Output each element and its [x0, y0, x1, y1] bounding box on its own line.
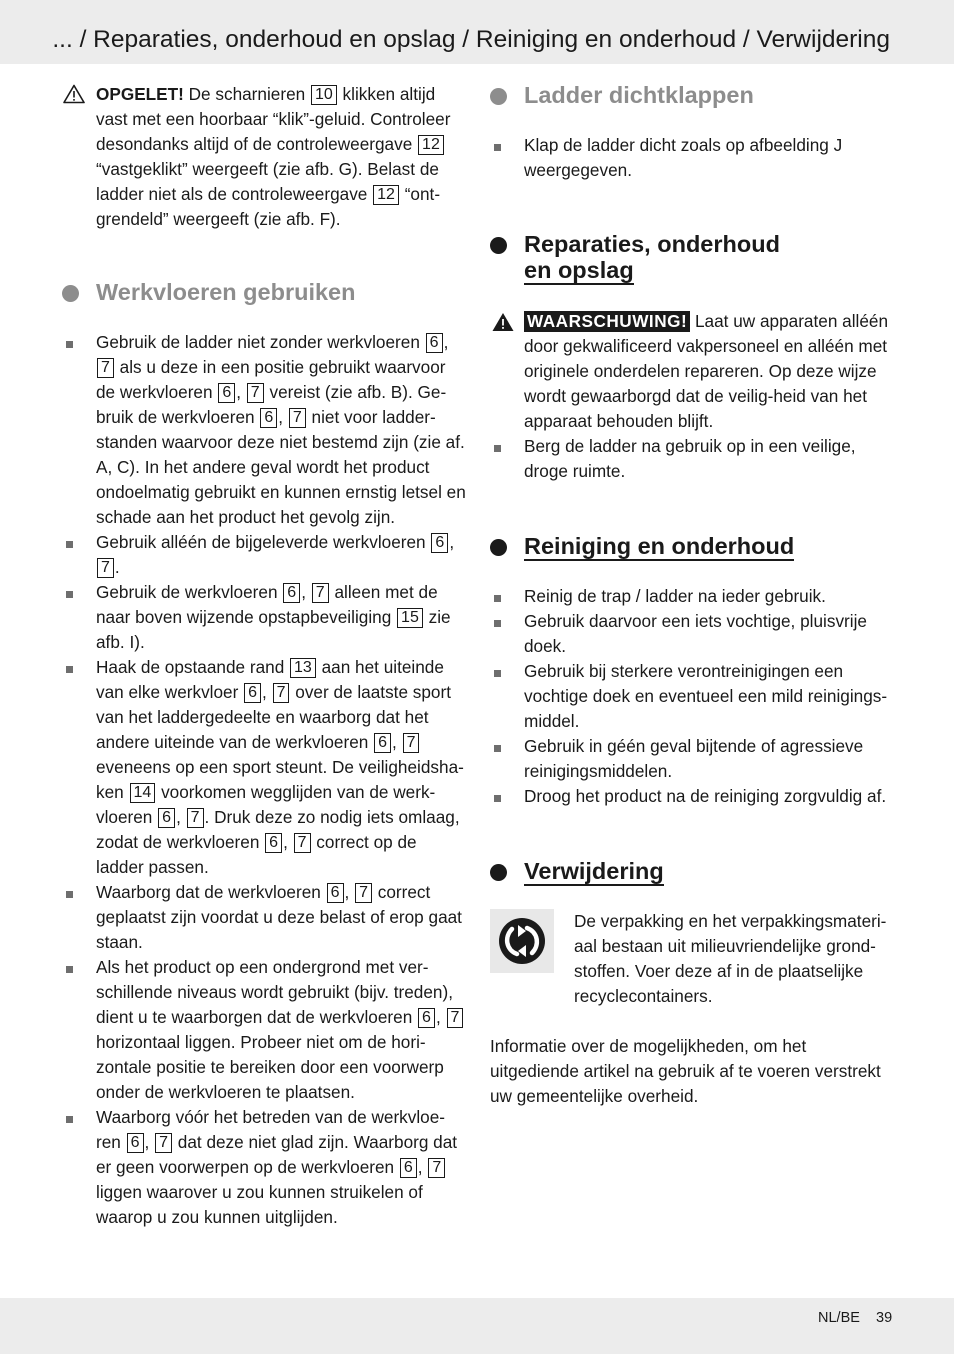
- list-item-text: ,: [144, 1132, 155, 1152]
- part-number-box: 7: [97, 558, 114, 578]
- part-number-box: 7: [247, 383, 264, 403]
- part-number-box: 7: [428, 1158, 445, 1178]
- part-number-box: 6: [374, 733, 391, 753]
- part-number-box: 6: [265, 833, 282, 853]
- list-item-text: Gebruik daarvoor een iets vochtige, pluisvrije doek.: [524, 611, 867, 656]
- list-item-text: Gebruik alléén de bijgeleverde werkvloeren: [96, 532, 431, 552]
- list-item-text: vereist (zie afb. B). Ge-bruik de werkvloeren: [96, 382, 447, 427]
- list-item-text: ,: [392, 732, 402, 752]
- list-item: [490, 734, 895, 784]
- disposal-text: De verpakking en het verpakkingsmateri-aal bestaan uit milieuvriendelijke grond-stoffen. Voer deze af in de plaatselijke recyclecontainers.: [574, 911, 887, 1006]
- filled-circle-icon: [490, 237, 507, 254]
- part-number-box: 7: [97, 358, 114, 378]
- list-item: [490, 434, 895, 484]
- part-number-box: 12: [418, 135, 444, 155]
- right-column: [490, 82, 895, 1109]
- list-item: [62, 1105, 468, 1230]
- list-item-text: Klap de ladder dicht zoals op afbeelding J weergegeven.: [524, 135, 843, 180]
- list-item-text: als u deze in een positie gebruikt waarvoor de werkvloeren: [96, 357, 446, 402]
- part-number-box: 6: [218, 383, 235, 403]
- disposal-block: [490, 909, 895, 1009]
- part-number-box: 14: [130, 783, 156, 803]
- square-bullet-icon: [66, 541, 73, 548]
- part-number-box: 6: [283, 583, 300, 603]
- list-item-text: Haak de opstaande rand: [96, 657, 290, 677]
- list-item-text: aan het uiteinde van elke werkvloer: [96, 657, 444, 702]
- caution-text: “vastgeklikt” weergeeft (zie afb. G). Belast de ladder niet als de controleweergave: [96, 159, 439, 204]
- list-item-text: ,: [449, 532, 455, 552]
- heading-text: Ladder dichtklappen: [524, 82, 754, 108]
- list-item-text: correct geplaatst zijn voordat u deze belast of erop gaat staan.: [96, 882, 462, 952]
- list-item: [62, 580, 468, 655]
- square-bullet-icon: [494, 670, 501, 677]
- list-item: [490, 659, 895, 734]
- section-heading-werkvloeren: [62, 279, 468, 305]
- list-item: [490, 584, 895, 609]
- list-item-text: Waarborg vóór het betreden van de werkvloe-ren: [96, 1107, 446, 1152]
- list-item: [62, 330, 468, 530]
- list-item: [62, 655, 468, 880]
- list-item-text: Gebruik in géén geval bijtende of agressieve reinigingsmiddelen.: [524, 736, 864, 781]
- left-column: [62, 82, 468, 1230]
- list-item-text: ,: [301, 582, 311, 602]
- caution-paragraph: [62, 82, 468, 232]
- square-bullet-icon: [66, 1116, 73, 1123]
- list-item-text: zie afb. I).: [96, 607, 451, 652]
- square-bullet-icon: [494, 144, 501, 151]
- list-item-text: over de laatste sport van het laddergedeelte en waarborg dat het andere uiteinde van de werkvloeren: [96, 682, 451, 752]
- list-item-text: . Druk deze zo nodig iets omlaag, zodat de werkvloeren: [96, 807, 460, 852]
- list-item-text: Als het product op een ondergrond met ver-schillende niveaus wordt gebruikt (bijv. treden), dient u te waarborgen dat de werkvloeren: [96, 957, 453, 1027]
- list-item-text: Gebruik de werkvloeren: [96, 582, 283, 602]
- part-number-box: 6: [260, 408, 277, 428]
- list-item: [490, 133, 895, 183]
- page-number: 39: [876, 1310, 893, 1326]
- square-bullet-icon: [66, 591, 73, 598]
- list-item-text: ,: [435, 1007, 446, 1027]
- part-number-box: 12: [373, 185, 399, 205]
- part-number-box: 7: [289, 408, 306, 428]
- repair-list: [490, 434, 895, 484]
- filled-circle-icon: [490, 88, 507, 105]
- list-item: [490, 609, 895, 659]
- footer-language: NL/BE: [818, 1310, 860, 1326]
- list-item-text: Gebruik bij sterkere verontreinigingen een vochtige doek en eventueel een mild reinigings-middel.: [524, 661, 888, 731]
- caution-text: De scharnieren: [183, 84, 310, 104]
- part-number-box: 7: [294, 833, 311, 853]
- list-item-text: ,: [443, 332, 449, 352]
- list-item-text: dat deze niet glad zijn. Waarborg dat er geen voorwerpen op de werkvloeren: [96, 1132, 458, 1177]
- square-bullet-icon: [66, 966, 73, 973]
- warning-text: Laat uw apparaten alléén door gekwalificeerd vakpersoneel en alléén met originele onderdelen repareren. Op deze wijze wordt gewaarborgd dat de veilig-heid van het apparaat behouden blijft.: [524, 311, 889, 431]
- heading-text: Werkvloeren gebruiken: [96, 279, 356, 305]
- square-bullet-icon: [66, 341, 73, 348]
- list-item-text: ,: [278, 407, 288, 427]
- warning-triangle-icon: [492, 312, 514, 332]
- warning-label: WAARSCHUWING!: [524, 311, 690, 332]
- list-item: [62, 955, 468, 1105]
- list-item-text: eveneens op een sport steunt. De veiligheidsha-ken: [96, 757, 464, 802]
- list-item-text: ,: [283, 832, 293, 852]
- warning-triangle-icon: [63, 84, 85, 104]
- part-number-box: 7: [403, 733, 420, 753]
- part-number-box: 7: [447, 1008, 464, 1028]
- part-number-box: 6: [158, 808, 175, 828]
- part-number-box: 6: [431, 533, 448, 553]
- footer-bar: [0, 1298, 954, 1354]
- part-number-box: 6: [327, 883, 344, 903]
- square-bullet-icon: [494, 795, 501, 802]
- heading-text: Reiniging en onderhoud: [524, 533, 795, 559]
- list-item-text: ,: [176, 807, 186, 827]
- list-item-text: ,: [262, 682, 272, 702]
- part-number-box: 13: [290, 658, 316, 678]
- caution-label: OPGELET!: [96, 84, 184, 104]
- square-bullet-icon: [494, 445, 501, 452]
- part-number-box: 7: [273, 683, 290, 703]
- square-bullet-icon: [66, 666, 73, 673]
- part-number-box: 7: [155, 1133, 172, 1153]
- part-number-box: 7: [355, 883, 372, 903]
- list-item-text: liggen waarover u zou kunnen struikelen of waarop u zou kunnen uitglijden.: [96, 1182, 423, 1227]
- list-item: [62, 880, 468, 955]
- caution-text: klikken altijd vast met een hoorbaar “klik”-geluid. Controleer desondanks altijd of de controleweergave: [96, 84, 451, 154]
- list-item-text: alleen met de naar boven wijzende opstapbeveiliging: [96, 582, 438, 627]
- list-item-text: Gebruik de ladder niet zonder werkvloeren: [96, 332, 425, 352]
- list-item-text: Droog het product na de reiniging zorgvuldig af.: [524, 786, 887, 806]
- disposal-info: Informatie over de mogelijkheden, om het uitgediende artikel na gebruik af te voeren verstrekt uw gemeentelijke overheid.: [490, 1036, 881, 1106]
- list-item-text: Waarborg dat de werkvloeren: [96, 882, 326, 902]
- list-item-text: ,: [236, 382, 246, 402]
- part-number-box: 6: [426, 333, 443, 353]
- square-bullet-icon: [494, 620, 501, 627]
- heading-text: Reparaties, onderhoud: [524, 231, 780, 257]
- page-header-title: ... / Reparaties, onderhoud en opslag / Reiniging en onderhoud / Verwijdering: [52, 26, 890, 53]
- heading-text: Verwijdering: [524, 858, 664, 884]
- square-bullet-icon: [66, 891, 73, 898]
- part-number-box: 6: [400, 1158, 417, 1178]
- list-item-text: niet voor ladder-standen waarvoor deze niet bestemd zijn (zie af. A, C). In het andere geval wordt het product ondoelmatig gebruikt en kunnen ernstig letsel en schade aan het product het gevolg zijn.: [96, 407, 466, 527]
- werkvloeren-list: [62, 330, 468, 1230]
- section-heading-reparaties: [490, 231, 895, 283]
- section-heading-reiniging: [490, 533, 895, 559]
- list-item: [490, 784, 895, 809]
- part-number-box: 15: [397, 608, 423, 628]
- part-number-box: 6: [244, 683, 261, 703]
- list-item-text: Reinig de trap / ladder na ieder gebruik.: [524, 586, 826, 606]
- heading-text: en opslag: [524, 257, 634, 283]
- part-number-box: 7: [312, 583, 329, 603]
- section-heading-ladder-dichtklappen: [490, 82, 895, 108]
- green-dot-recycling-icon: [490, 909, 554, 973]
- list-item-text: horizontaal liggen. Probeer niet om de hori-zontale positie te bereiken door een voorwerp onder de werkvloeren te plaatsen.: [96, 1032, 444, 1102]
- square-bullet-icon: [494, 595, 501, 602]
- list-item-text: correct op de ladder passen.: [96, 832, 417, 877]
- part-number-box: 10: [311, 85, 337, 105]
- part-number-box: 6: [127, 1133, 144, 1153]
- section-heading-verwijdering: [490, 858, 895, 884]
- part-number-box: 6: [418, 1008, 435, 1028]
- list-item-text: Berg de ladder na gebruik op in een veilige, droge ruimte.: [524, 436, 856, 481]
- list-item-text: voorkomen wegglijden van de werk-vloeren: [96, 782, 436, 827]
- filled-circle-icon: [62, 285, 79, 302]
- list-item: [62, 530, 468, 580]
- cleaning-list: [490, 584, 895, 809]
- list-item-text: ,: [417, 1157, 428, 1177]
- filled-circle-icon: [490, 864, 507, 881]
- warning-paragraph: [490, 309, 895, 434]
- fold-list: [490, 133, 895, 183]
- part-number-box: 7: [187, 808, 204, 828]
- filled-circle-icon: [490, 539, 507, 556]
- caution-text: “ont-grendeld” weergeeft (zie afb. F).: [96, 184, 441, 229]
- list-item-text: .: [114, 557, 120, 577]
- list-item-text: ,: [344, 882, 355, 902]
- square-bullet-icon: [494, 745, 501, 752]
